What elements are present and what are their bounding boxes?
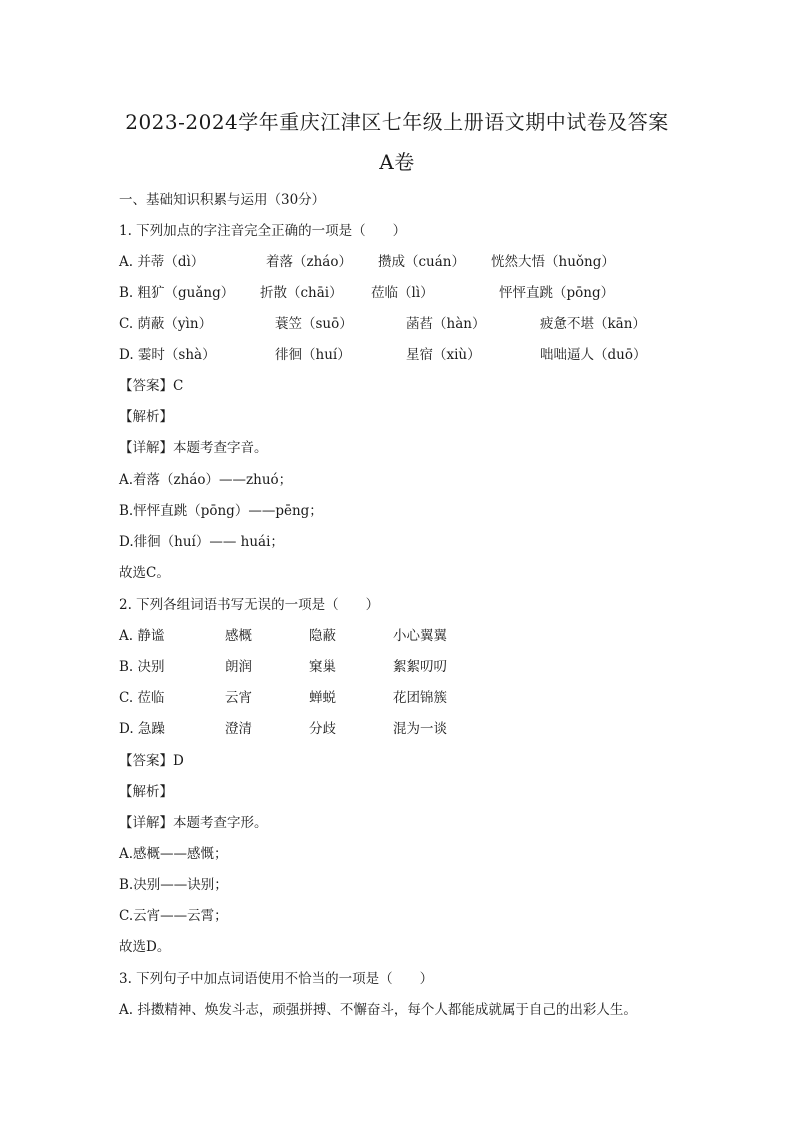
section-heading: 一、基础知识积累与运用（30分） xyxy=(119,192,326,208)
question-2-note-a: A.感概——感慨； xyxy=(119,846,228,862)
question-1-note-b: B.怦怦直跳（pōng）——pēng； xyxy=(119,503,323,519)
question-2-answer: 【答案】D xyxy=(119,753,184,769)
question-2-note-c: C.云宵——云霄； xyxy=(119,908,228,924)
document-page: 2023-2024学年重庆江津区七年级上册语文期中试卷及答案 A卷 一、基础知识积累与运用（30分） 1. 下列加点的字注音完全正确的一项是（ ） A. 并蒂（dì） 着落（zháo） 攒成（cuán） 恍然大悟（huǒng） B. 粗犷（guǎng） 折散（chāi） 莅临（lì） 怦怦直跳（pōng） C. 荫蔽（yìn） 蓑笠（suō） 菡萏（hàn） 疲惫不堪（kān） D. 霎时（shà） 徘徊（huí） 星宿（xiù） 咄咄逼人（duō） 【答案】C 【解析】 【详解】本题考查字音。 A.着落（zháo）——zhuó； B.怦怦直跳（pōng）——pēng； D.徘徊（huí）—— huái； 故选C。 2. 下列各组词语书写无误的一项是（ ） A. 静谧 感概 隐蔽 小心翼翼 B. 决别 朗润 窠巢 絮絮叨叨 C. 莅临 云宵 蝉蜕 花团锦簇 D. 急躁 澄清 分歧 混为一谈 【答案】D 【解析】 【详解】本题考查字形。 A.感概——感慨； B.决别——诀别； C.云宵——云霄； 故选D。 3. 下列句子中加点词语使用不恰当的一项是（ ） A. 抖擞精神、焕发斗志，顽强拼搏、不懈奋斗，每个人都能成就属于自己的出彩人生。 xyxy=(0,0,794,1123)
question-1-detail: 【详解】本题考查字音。 xyxy=(119,440,268,456)
question-1-analysis: 【解析】 xyxy=(119,409,173,425)
question-2-note-b: B.决别——诀别； xyxy=(119,877,228,893)
page-title: 2023-2024学年重庆江津区七年级上册语文期中试卷及答案 xyxy=(125,110,669,134)
question-2-analysis: 【解析】 xyxy=(119,784,173,800)
question-1-note-a: A.着落（zháo）——zhuó； xyxy=(119,472,293,488)
question-1-conclusion: 故选C。 xyxy=(119,565,170,581)
question-1-note-d: D.徘徊（huí）—— huái； xyxy=(119,534,284,550)
question-1-answer: 【答案】C xyxy=(119,378,184,394)
page-subtitle: A卷 xyxy=(379,150,415,174)
question-1-stem: 1. 下列加点的字注音完全正确的一项是（ ） xyxy=(119,223,407,239)
question-3-option-a: A. 抖擞精神、焕发斗志，顽强拼搏、不懈奋斗，每个人都能成就属于自己的出彩人生。 xyxy=(119,1002,637,1018)
question-3-stem: 3. 下列句子中加点词语使用不恰当的一项是（ ） xyxy=(119,971,434,987)
question-2-detail: 【详解】本题考查字形。 xyxy=(119,815,268,831)
question-2-conclusion: 故选D。 xyxy=(119,939,171,955)
question-2-stem: 2. 下列各组词语书写无误的一项是（ ） xyxy=(119,597,380,613)
